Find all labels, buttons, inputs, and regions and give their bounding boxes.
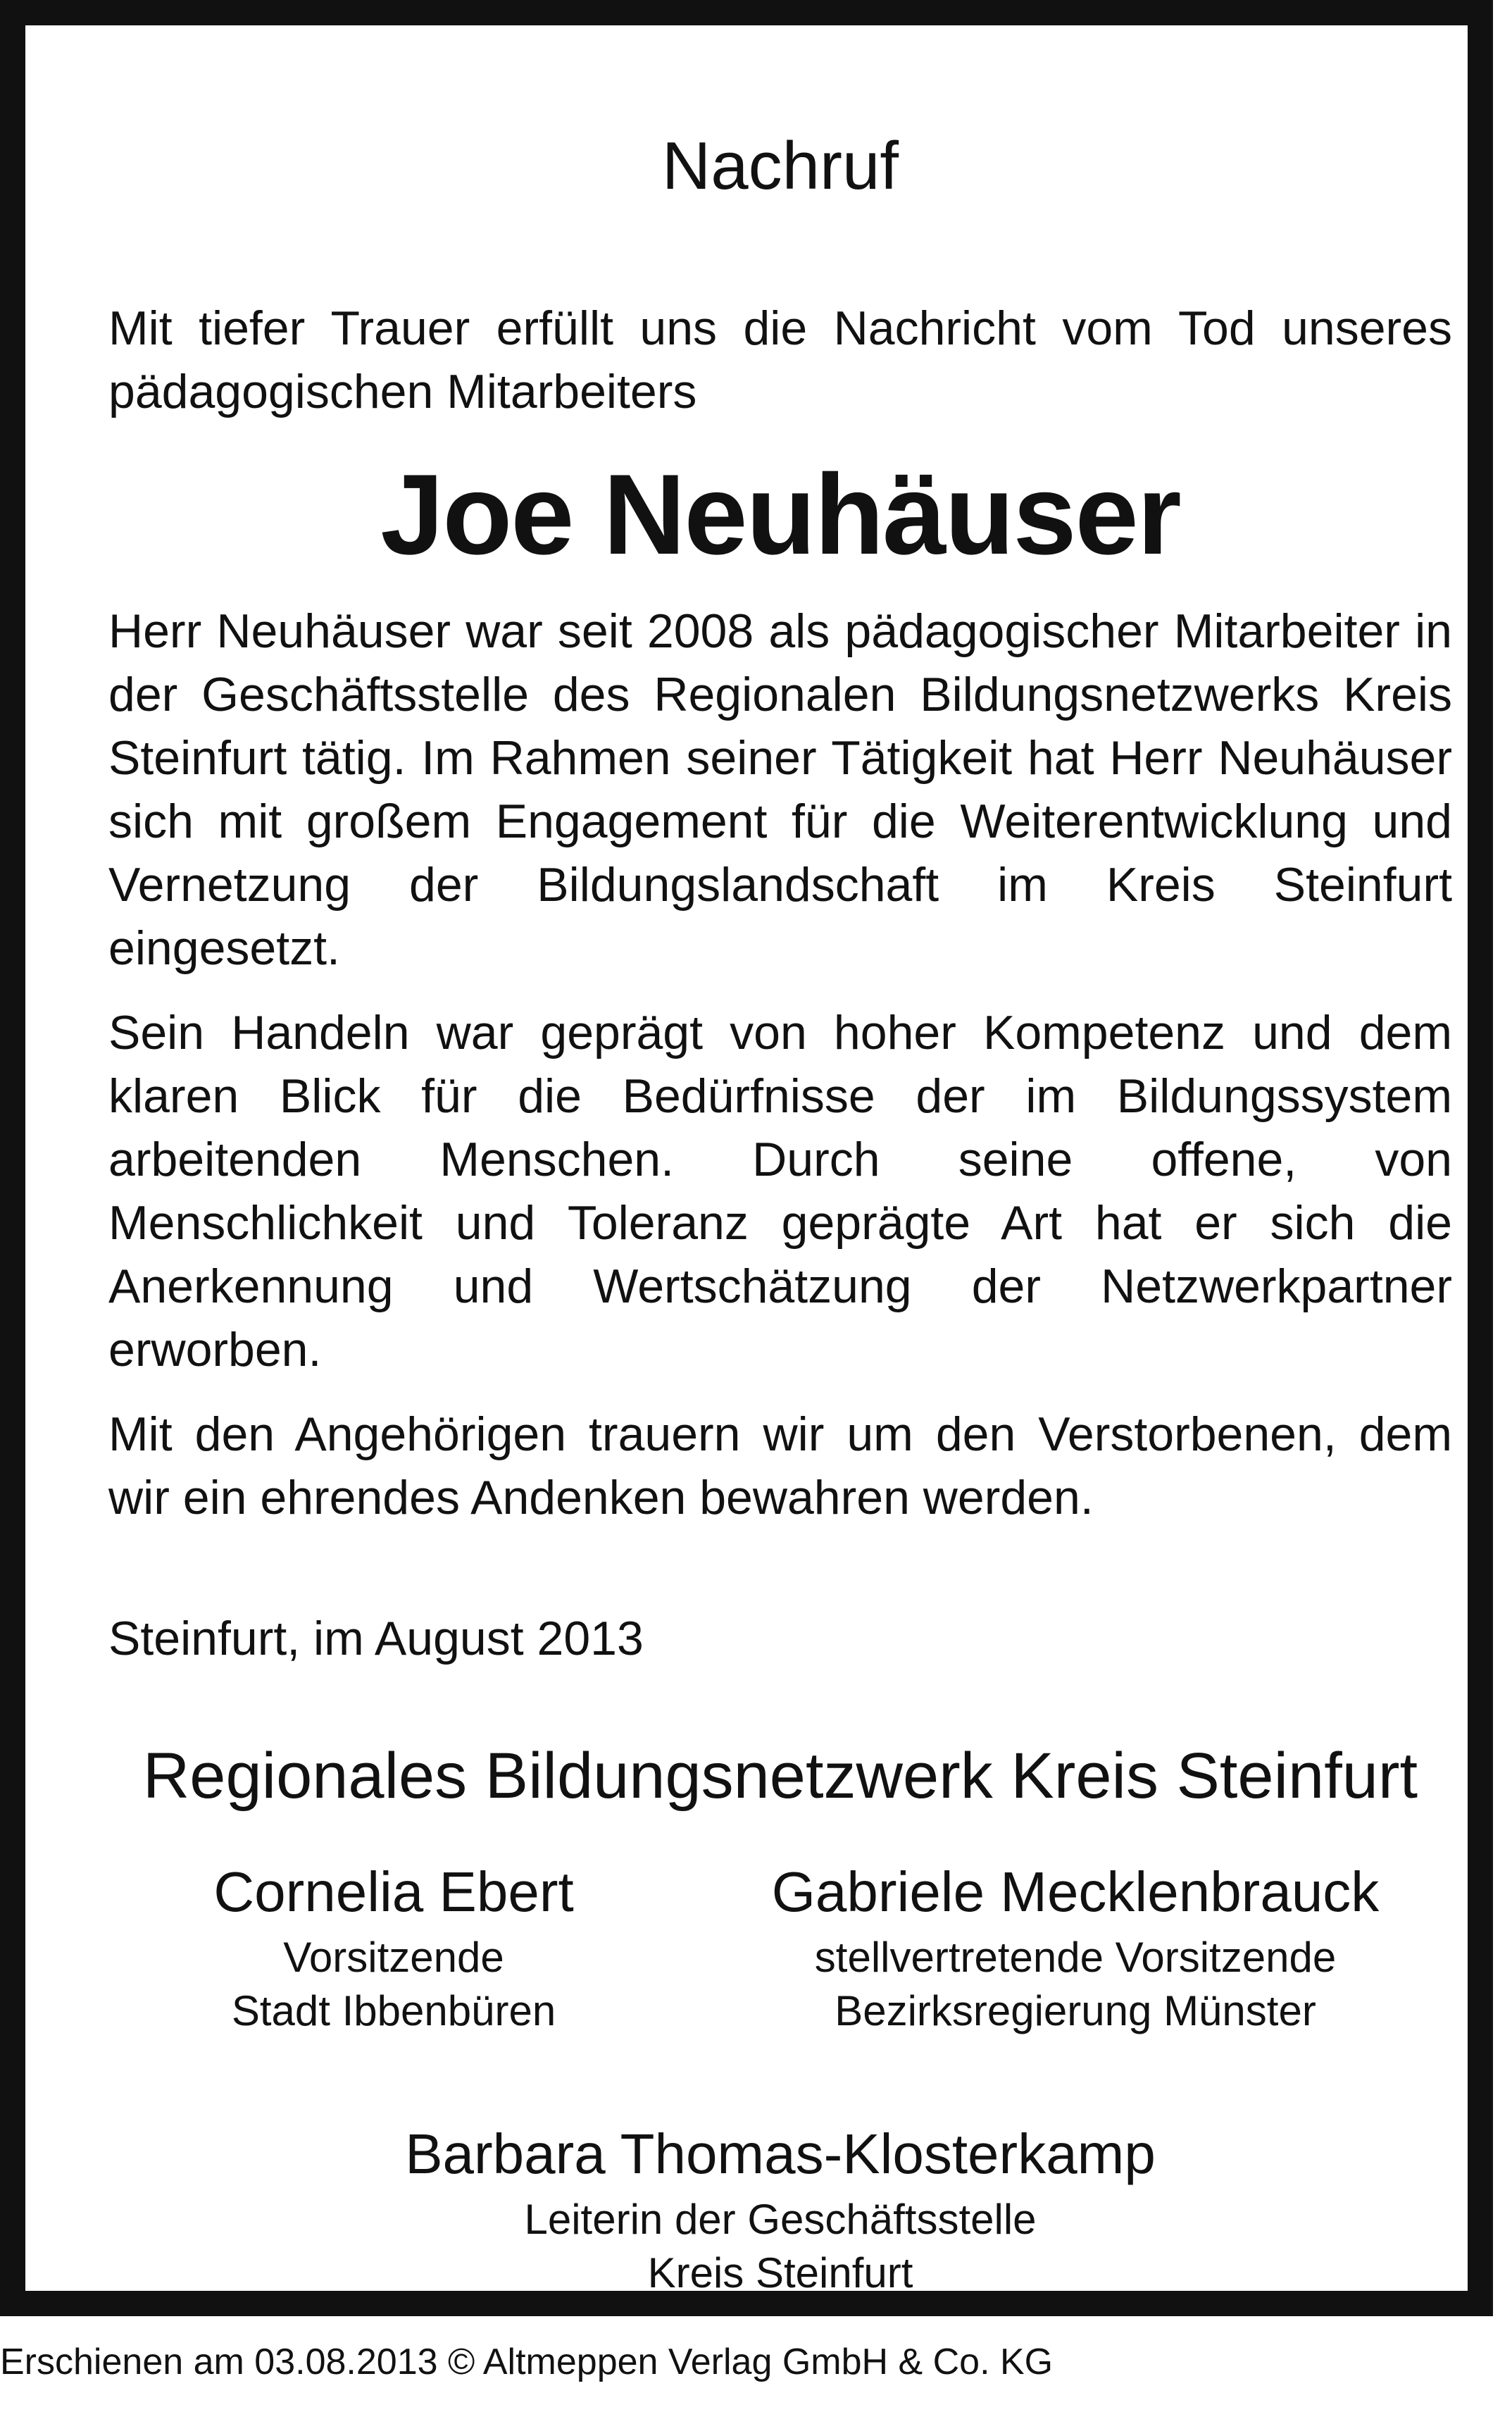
obituary-content [108,124,1452,2300]
organization-name: Regionales Bildungsnetzwerk Kreis Steinfurt [142,1740,1418,1812]
signer-institution: Stadt Ibbenbüren [231,1987,556,2034]
signer-role: stellvertretende Vorsitzende [814,1934,1337,1981]
signer-block [699,1853,1452,2038]
signer-name: Gabriele Mecklenbrauck [771,1860,1380,1923]
paragraph-career: Herr Neuhäuser war seit 2008 als pädagogischer Mitarbeiter in der Geschäftsstelle des Regionalen Bildungsnetzwerks Kreis Steinfurt tätig. Im Rahmen seiner Tätigkeit hat Herr Neuhäuser sich mit großem Engagement für die Weiterentwicklung und Vernetzung der Bildungslandschaft im Kreis Steinfurt eingesetzt. [108,604,1452,975]
paragraph-condolence: Mit den Angehörigen trauern wir um den Verstorbenen, dem wir ein ehrendes Andenken bewahren werden. [108,1407,1452,1524]
paragraph-character: Sein Handeln war geprägt von hoher Kompetenz und dem klaren Blick für die Bedürfnisse der im Bildungssystem arbeitenden Menschen. Durch seine offene, von Menschlichkeit und Toleranz geprägte Art hat er sich die Anerkennung und Wertschätzung der Netzwerkpartner erworben. [108,1006,1452,1376]
deceased-name: Joe Neuhäuser [380,451,1180,578]
signer-institution: Kreis Steinfurt [647,2249,913,2296]
signer-block [108,2115,1452,2300]
intro-text: Mit tiefer Trauer erfüllt uns die Nachricht vom Tod unseres pädagogischen Mitarbeiters [108,302,1452,418]
signer-institution: Bezirksregierung Münster [835,1987,1316,2034]
obituary-heading: Nachruf [661,128,899,204]
signer-name: Cornelia Ebert [213,1860,574,1923]
signers-row [108,1853,1452,2038]
place-date: Steinfurt, im August 2013 [108,1612,644,1665]
signer-block [144,1853,644,2038]
publication-footer: Erschienen am 03.08.2013 © Altmeppen Verlag GmbH & Co. KG [0,2342,1054,2382]
signer-role: Leiterin der Geschäftsstelle [524,2196,1037,2243]
signer-role: Vorsitzende [283,1934,504,1981]
signer-name: Barbara Thomas-Klosterkamp [405,2122,1156,2185]
